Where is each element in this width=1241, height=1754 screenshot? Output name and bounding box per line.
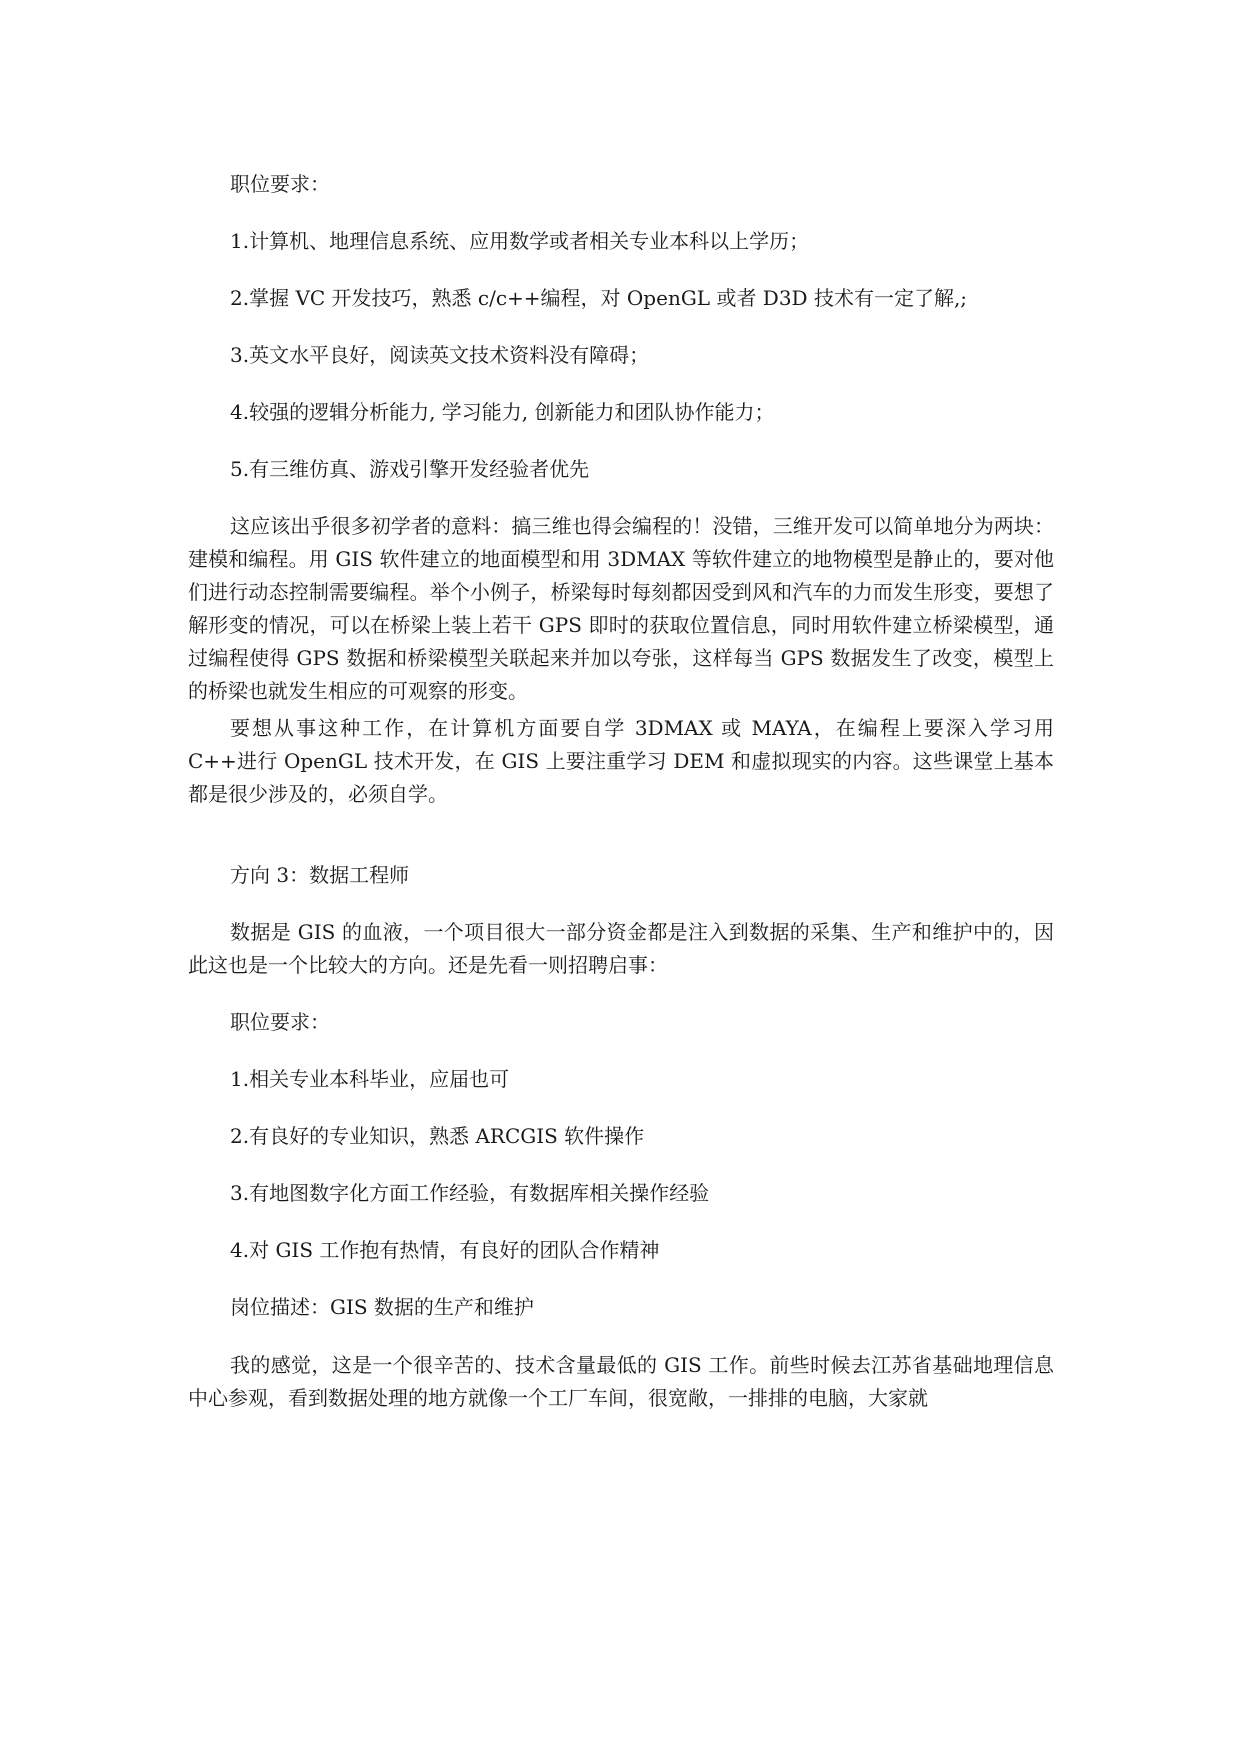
- requirement-item: 4.较强的逻辑分析能力, 学习能力, 创新能力和团队协作能力；: [230, 400, 775, 424]
- requirement-item: 4.对 GIS 工作抱有热情，有良好的团队合作精神: [230, 1238, 660, 1262]
- requirement-item: 1.相关专业本科毕业，应届也可: [230, 1067, 510, 1091]
- requirements-heading-1: 职位要求：: [230, 172, 330, 196]
- requirement-item: 3.有地图数字化方面工作经验，有数据库相关操作经验: [230, 1181, 710, 1205]
- body-paragraph: 数据是 GIS 的血液，一个项目很大一部分资金都是注入到数据的采集、生产和维护中的，因此这也是一个比较大的方向。还是先看一则招聘启事：: [188, 920, 1054, 977]
- section-title: 方向 3：数据工程师: [230, 863, 410, 887]
- requirements-heading-2: 职位要求：: [230, 1010, 330, 1034]
- requirement-item: 3.英文水平良好，阅读英文技术资料没有障碍；: [230, 343, 650, 367]
- requirement-item: 2.掌握 VC 开发技巧，熟悉 c/c++编程，对 OpenGL 或者 D3D 技术有一定了解,;: [230, 286, 968, 310]
- body-paragraph: 要想从事这种工作，在计算机方面要自学 3DMAX 或 MAYA，在编程上要深入学习用 C++进行 OpenGL 技术开发，在 GIS 上要注重学习 DEM 和虚拟现实的内容。这些课堂上基本都是很少涉及的，必须自学。: [188, 716, 1054, 806]
- requirement-item: 1.计算机、地理信息系统、应用数学或者相关专业本科以上学历；: [230, 229, 810, 253]
- requirement-item: 2.有良好的专业知识，熟悉 ARCGIS 软件操作: [230, 1124, 645, 1148]
- requirement-item: 5.有三维仿真、游戏引擎开发经验者优先: [230, 457, 590, 481]
- job-description: 岗位描述：GIS 数据的生产和维护: [230, 1295, 534, 1319]
- body-paragraph: 我的感觉，这是一个很辛苦的、技术含量最低的 GIS 工作。前些时候去江苏省基础地理信息中心参观，看到数据处理的地方就像一个工厂车间，很宽敞，一排排的电脑，大家就: [188, 1353, 1054, 1410]
- body-paragraph: 这应该出乎很多初学者的意料：搞三维也得会编程的！没错，三维开发可以简单地分为两块：建模和编程。用 GIS 软件建立的地面模型和用 3DMAX 等软件建立的地物模型是静止的，要对他们进行动态控制需要编程。举个小例子，桥梁每时每刻都因受到风和汽车的力而发生形变，要想了解形变的情况，可以在桥梁上装上若干 GPS 即时的获取位置信息，同时用软件建立桥梁模型，通过编程使得 GPS 数据和桥梁模型关联起来并加以夸张，这样每当 GPS 数据发生了改变，模型上的桥梁也就发生相应的可观察的形变。: [188, 514, 1054, 703]
